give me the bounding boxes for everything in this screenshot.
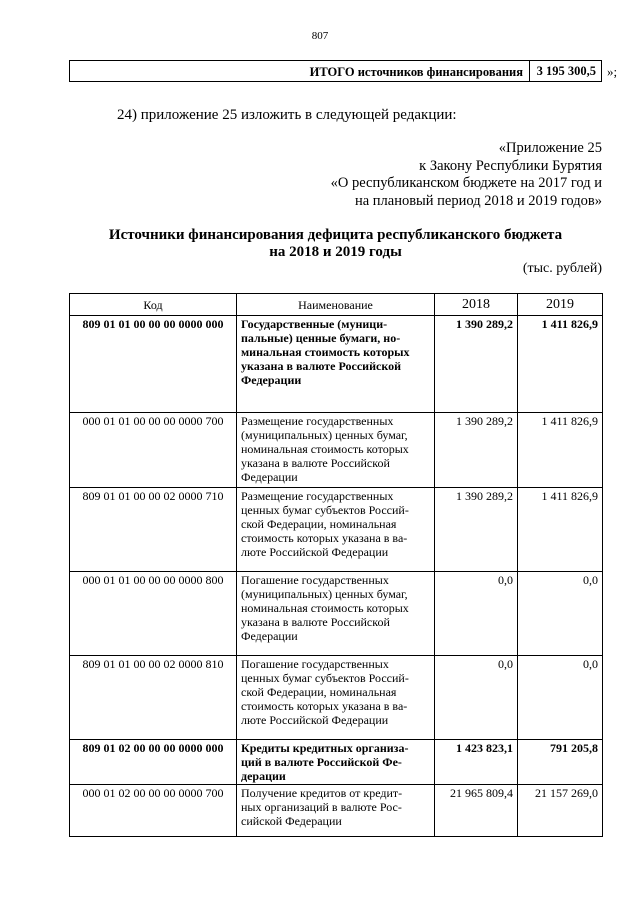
row-name-line: указана в валюте Российской — [241, 359, 402, 373]
row-name-line: люте Российской Федерации — [241, 713, 389, 727]
row-name-line: ных организаций в валюте Рос- — [241, 800, 402, 814]
header-2019: 2019 — [518, 294, 603, 316]
row-value-2019: 21 157 269,0 — [518, 785, 603, 837]
row-name-line: Государственные (муници- — [241, 317, 388, 331]
row-name-line: указана в валюте Российской — [241, 456, 390, 470]
row-name-line: номинальная стоимость которых — [241, 442, 409, 456]
financing-table — [69, 293, 603, 837]
table-row — [70, 413, 603, 488]
row-name — [237, 316, 435, 413]
row-name-line: Федерации — [241, 470, 298, 484]
table-row — [70, 488, 603, 572]
title-line: на 2018 и 2019 годы — [269, 244, 402, 260]
row-name-line: ской Федерации, номинальная — [241, 685, 397, 699]
table-row — [70, 785, 603, 837]
header-2018: 2018 — [435, 294, 518, 316]
row-name-line: ций в валюте Российской Фе- — [241, 755, 402, 769]
row-value-2018: 0,0 — [435, 572, 518, 656]
row-name-line: Погашение государственных — [241, 573, 389, 587]
row-name — [237, 413, 435, 488]
row-name-line: (муниципальных) ценных бумаг, — [241, 428, 408, 442]
row-name — [237, 656, 435, 740]
row-value-2018: 1 390 289,2 — [435, 413, 518, 488]
row-name-line: минальная стоимость которых — [241, 345, 410, 359]
total-label: ИТОГО источников финансирования — [70, 61, 530, 81]
row-name-line: Размещение государственных — [241, 489, 394, 503]
row-name-line: стоимость которых указана в ва- — [241, 699, 408, 713]
table-row — [70, 316, 603, 413]
row-value-2018: 1 390 289,2 — [435, 488, 518, 572]
total-closing-quote: »; — [607, 64, 618, 79]
row-name-line: дерации — [241, 769, 286, 783]
row-name-line: номинальная стоимость которых — [241, 601, 409, 615]
row-value-2019: 1 411 826,9 — [518, 413, 603, 488]
amendment-paragraph: 24) приложение 25 изложить в следующей редакции: — [117, 107, 457, 123]
row-code: 809 01 02 00 00 00 0000 000 — [70, 740, 237, 785]
row-name — [237, 785, 435, 837]
row-name — [237, 740, 435, 785]
row-code: 000 01 01 00 00 00 0000 800 — [70, 572, 237, 656]
row-value-2018: 1 423 823,1 — [435, 740, 518, 785]
row-name-line: Размещение государственных — [241, 414, 394, 428]
row-value-2019: 1 411 826,9 — [518, 316, 603, 413]
row-value-2018: 0,0 — [435, 656, 518, 740]
row-name-line: люте Российской Федерации — [241, 545, 389, 559]
total-financing-box — [69, 60, 602, 82]
row-name-line: Федерации — [241, 629, 298, 643]
row-name-line: указана в валюте Российской — [241, 615, 390, 629]
unit-label: (тыс. рублей) — [522, 261, 602, 276]
row-code: 809 01 01 00 00 02 0000 810 — [70, 656, 237, 740]
row-name — [237, 488, 435, 572]
row-name-line: Погашение государственных — [241, 657, 389, 671]
table-row — [70, 740, 603, 785]
title-line: Источники финансирования дефицита республиканского бюджета — [108, 227, 563, 243]
row-code: 000 01 02 00 00 00 0000 700 — [70, 785, 237, 837]
row-code: 809 01 01 00 00 00 0000 000 — [70, 316, 237, 413]
appendix-line: «Приложение 25 — [498, 140, 602, 156]
row-name-line: (муниципальных) ценных бумаг, — [241, 587, 408, 601]
row-name-line: пальные) ценные бумаги, но- — [241, 331, 401, 345]
row-name — [237, 572, 435, 656]
row-value-2018: 21 965 809,4 — [435, 785, 518, 837]
row-value-2019: 0,0 — [518, 572, 603, 656]
row-name-line: Федерации — [241, 373, 302, 387]
header-name: Наименование — [237, 294, 435, 316]
header-code: Код — [70, 294, 237, 316]
row-value-2019: 1 411 826,9 — [518, 488, 603, 572]
appendix-line: к Закону Республики Бурятия — [419, 157, 602, 174]
row-code: 809 01 01 00 00 02 0000 710 — [70, 488, 237, 572]
row-name-line: Кредиты кредитных организа- — [241, 741, 409, 755]
row-name-line: сийской Федерации — [241, 814, 342, 828]
appendix-line: «О республиканском бюджете на 2017 год и — [330, 175, 602, 191]
appendix-line: на плановый период 2018 и 2019 годов» — [354, 192, 602, 209]
row-code: 000 01 01 00 00 00 0000 700 — [70, 413, 237, 488]
appendix-header — [331, 140, 602, 210]
table-row — [70, 572, 603, 656]
row-value-2019: 0,0 — [518, 656, 603, 740]
document-title — [69, 227, 602, 261]
row-name-line: ценных бумаг субъектов Россий- — [241, 671, 409, 685]
row-value-2019: 791 205,8 — [518, 740, 603, 785]
row-name-line: стоимость которых указана в ва- — [241, 531, 408, 545]
row-value-2018: 1 390 289,2 — [435, 316, 518, 413]
row-name-line: ской Федерации, номинальная — [241, 517, 397, 531]
table-header-row — [70, 294, 603, 316]
page-number: 807 — [311, 30, 329, 42]
total-value: 3 195 300,5 — [536, 64, 596, 78]
row-name-line: Получение кредитов от кредит- — [241, 786, 403, 800]
row-name-line: ценных бумаг субъектов Россий- — [241, 503, 409, 517]
table-row — [70, 656, 603, 740]
